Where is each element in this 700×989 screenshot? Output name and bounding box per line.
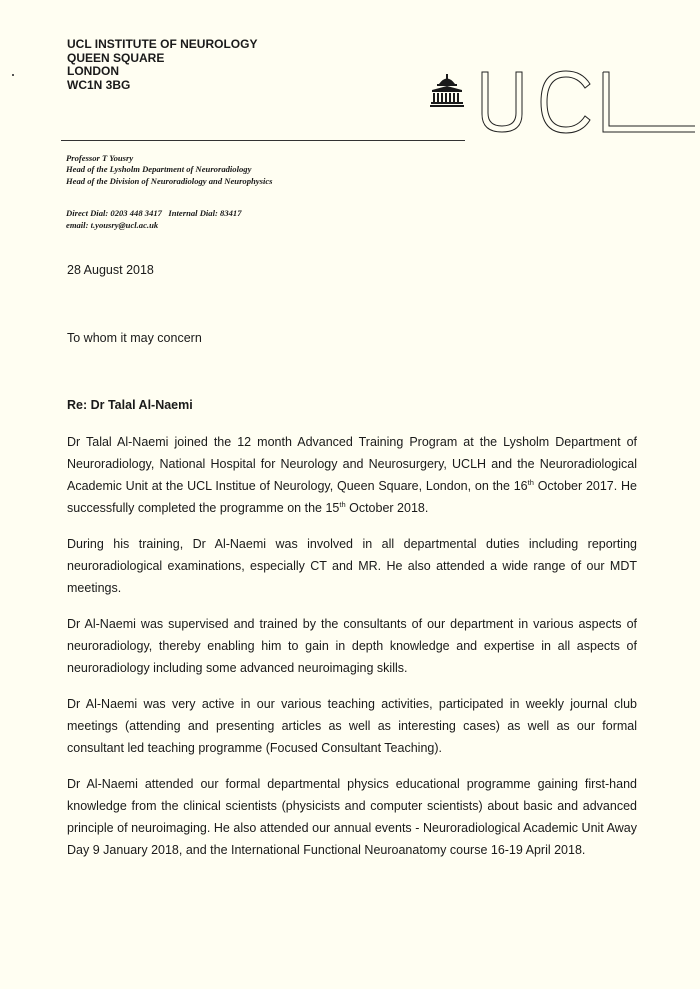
p1-sup-1: th bbox=[527, 477, 534, 487]
scan-speck bbox=[12, 74, 14, 76]
email-label: email: bbox=[66, 220, 89, 230]
paragraph-5: Dr Al-Naemi attended our formal departmental physics educational programme gaining first-hand knowledge from the clinical scientists (physicists and computer scientists) about basic and advanced principle of neuroimaging. He also attended our annual events - Neuroradiological Academic Unit Away Day 9 January 2018, and the International Functional Neuroanatomy course 16-19 April 2018. bbox=[67, 777, 637, 857]
subject-line: Re: Dr Talal Al-Naemi bbox=[67, 398, 193, 412]
paragraph-1 bbox=[67, 431, 637, 519]
salutation: To whom it may concern bbox=[67, 331, 202, 345]
letterhead-address bbox=[67, 38, 257, 92]
address-line-3: LONDON bbox=[67, 64, 119, 79]
p1-text-a: Dr Talal Al-Naemi joined the 12 month Advanced Training Program at the Lysholm Department of Neuroradiology, National Hospital for Neurology and Neurosurgery, UCLH and the Neuroradiological Academic Unit at the UCL Institue of Neurology, Queen Square, London, on the 16 bbox=[67, 435, 637, 493]
sender-title-1: Head of the Lysholm Department of Neuroradiology bbox=[66, 164, 252, 175]
internal-dial: 83417 bbox=[220, 208, 242, 218]
email-address[interactable]: t.yousry@ucl.ac.uk bbox=[90, 220, 159, 230]
p1-sup-2: th bbox=[339, 499, 346, 509]
portico-icon bbox=[430, 74, 464, 107]
paragraph-2: During his training, Dr Al-Naemi was involved in all departmental duties including reporting neuroradiological examinations, especially CT and MR. He also attended a wide range of our MDT meetings. bbox=[67, 537, 637, 595]
ucl-logo bbox=[420, 66, 695, 146]
paragraph-3: Dr Al-Naemi was supervised and trained by the consultants of our department in various aspects of neuroradiology, thereby enabling him to gain in depth knowledge and expertise in all aspects of neuroradiology including some advanced neuroimaging skills. bbox=[67, 617, 637, 675]
paragraph-4: Dr Al-Naemi was very active in our various teaching activities, participated in weekly journal club meetings (attending and presenting articles as well as interesting cases) as well as our formal consultant led teaching programme (Focused Consultant Teaching). bbox=[67, 697, 637, 755]
direct-dial: 0203 448 3417 bbox=[110, 208, 162, 218]
sender-title-2: Head of the Division of Neuroradiology and Neurophysics bbox=[66, 175, 273, 186]
p1-text-c: October 2018. bbox=[345, 501, 429, 515]
letterhead-rule bbox=[61, 140, 465, 141]
sender-block bbox=[66, 153, 273, 187]
address-line-4: WC1N 3BG bbox=[67, 77, 131, 92]
internal-dial-label: Internal Dial: bbox=[168, 208, 218, 218]
direct-dial-label: Direct Dial: bbox=[66, 208, 109, 218]
address-line-1: UCL INSTITUTE OF NEUROLOGY bbox=[67, 37, 258, 51]
letter-date: 28 August 2018 bbox=[67, 263, 154, 277]
letter-body bbox=[67, 431, 637, 875]
address-line-2: QUEEN SQUARE bbox=[67, 50, 165, 65]
email-line bbox=[66, 219, 242, 231]
contact-block bbox=[66, 207, 242, 231]
sender-name: Professor T Yousry bbox=[66, 153, 134, 163]
phone-line bbox=[66, 207, 242, 219]
logo-text: UCL bbox=[560, 106, 563, 107]
p1-text-b: October 2017. He successfully completed the programme on the 15 bbox=[67, 479, 637, 515]
ucl-letters bbox=[482, 71, 695, 133]
